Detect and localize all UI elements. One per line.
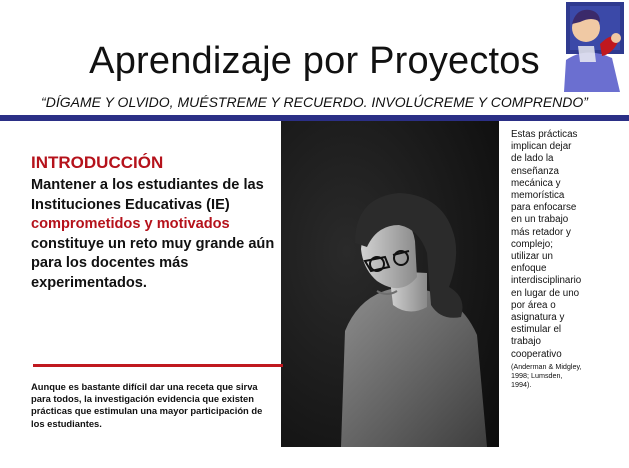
woman-looking-down-photo xyxy=(281,121,499,447)
intro-text-start: Mantener a los estudiantes de las Instituciones Educativas (IE) xyxy=(31,177,264,213)
slide-title: Aprendizaje por Proyectos xyxy=(89,40,540,82)
slide-subtitle-quote: “DÍGAME Y OLVIDO, MUÉSTREME Y RECUERDO. INVOLÚCREME Y COMPRENDO” xyxy=(41,94,588,110)
intro-highlight: comprometidos y motivados xyxy=(31,216,230,233)
footnote-paragraph: Aunque es bastante difícil dar una receta que sirva para todos, la investigación evidencia que existen prácticas que estimulan una mayor participación de los estudiantes. xyxy=(31,381,263,429)
side-paragraph: Estas prácticas implican dejar de lado la enseñanza mecánica y memorística para enfocarse en un trabajo más retador y complejo; utilizar un enfoque interdisciplinario en lugar de uno por área o asignatura y estimular el trabajo cooperativo xyxy=(511,129,582,360)
side-column xyxy=(511,129,583,389)
intro-heading: INTRODUCCIÓN xyxy=(31,153,164,172)
intro-text-end: constituye un reto muy grande aún para los docentes más experimentados. xyxy=(31,235,275,291)
intro-paragraph xyxy=(31,176,276,294)
side-citation: (Anderman & Midgley, 1998; Lumsden, 1994). xyxy=(511,361,582,390)
red-divider xyxy=(33,364,283,367)
